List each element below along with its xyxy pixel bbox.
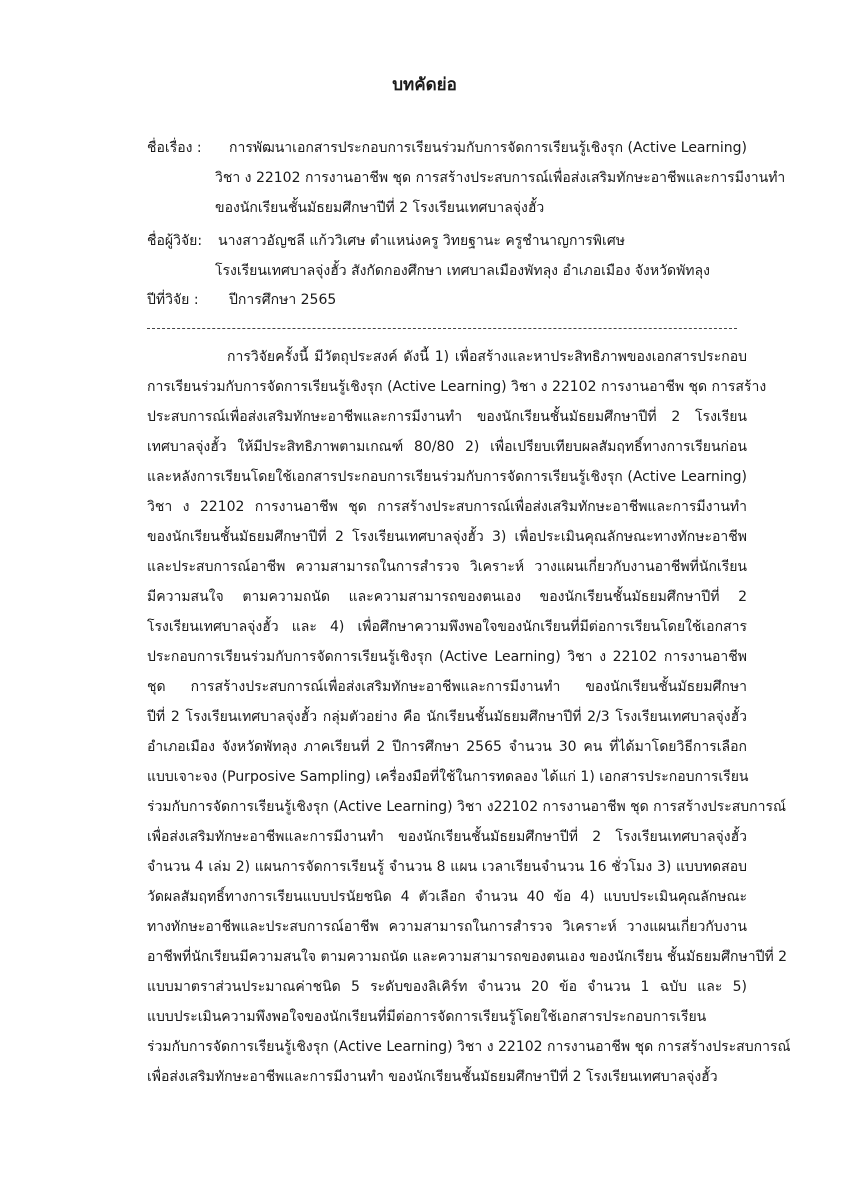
abstract-line: เพื่อส่งเสริมทักษะอาชีพและการมีงานทำ ของนักเรียนชั้นมัธยมศึกษาปีที่ 2 โรงเรียนเทศบาลจุ่งฮั้ว xyxy=(147,829,747,845)
abstract-line: การวิจัยครั้งนี้ มีวัตถุประสงค์ ดังนี้ 1) เพื่อสร้างและหาประสิทธิภาพของเอกสารประกอบ xyxy=(227,349,747,365)
abstract-line: และประสบการณ์อาชีพ ความสามารถในการสำรวจ วิเคราะห์ วางแผนเกี่ยวกับงานอาชีพที่นักเรียน xyxy=(147,559,747,575)
abstract-line: มีความสนใจ ตามความถนัด และความสามารถของตนเอง ของนักเรียนชั้นมัธยมศึกษาปีที่ 2 xyxy=(147,589,747,605)
abstract-line: เทศบาลจุ่งฮั้ว ให้มีประสิทธิภาพตามเกณฑ์ 80/80 2) เพื่อเปรียบเทียบผลสัมฤทธิ์ทางการเรียนก่อน xyxy=(147,439,747,455)
abstract-line: วัดผลสัมฤทธิ์ทางการเรียนแบบปรนัยชนิด 4 ตัวเลือก จำนวน 40 ข้อ 4) แบบประเมินคุณลักษณะ xyxy=(147,889,747,905)
abstract-line: ชุด การสร้างประสบการณ์เพื่อส่งเสริมทักษะอาชีพและการมีงานทำ ของนักเรียนชั้นมัธยมศึกษา xyxy=(147,679,747,695)
topic-line-3: ของนักเรียนชั้นมัธยมศึกษาปีที่ 2 โรงเรียนเทศบาลจุ่งฮั้ว xyxy=(215,200,545,216)
abstract-line: แบบประเมินความพึงพอใจของนักเรียนที่มีต่อการจัดการเรียนรู้โดยใช้เอกสารประกอบการเรียน xyxy=(147,1009,707,1025)
page-title: บทคัดย่อ xyxy=(392,75,457,95)
abstract-line: จำนวน 4 เล่ม 2) แผนการจัดการเรียนรู้ จำนวน 8 แผน เวลาเรียนจำนวน 16 ชั่วโมง 3) แบบทดสอบ xyxy=(147,859,747,875)
abstract-line: เพื่อส่งเสริมทักษะอาชีพและการมีงานทำ ของนักเรียนชั้นมัธยมศึกษาปีที่ 2 โรงเรียนเทศบาลจุ่งฮั้ว xyxy=(147,1069,718,1085)
abstract-line: ร่วมกับการจัดการเรียนรู้เชิงรุก (Active Learning) วิชา ง 22102 การงานอาชีพ ชุด การสร้างประสบการณ์ xyxy=(147,1039,791,1055)
researcher-line-2: โรงเรียนเทศบาลจุ่งฮั้ว สังกัดกองศึกษา เทศบาลเมืองพัทลุง อำเภอเมือง จังหวัดพัทลุง xyxy=(215,263,710,279)
abstract-line: ทางทักษะอาชีพและประสบการณ์อาชีพ ความสามารถในการสำรวจ วิเคราะห์ วางแผนเกี่ยวกับงาน xyxy=(147,919,747,935)
abstract-line: และหลังการเรียนโดยใช้เอกสารประกอบการเรียนร่วมกับการจัดการเรียนรู้เชิงรุก (Active Learning) xyxy=(147,469,747,485)
abstract-line: ประสบการณ์เพื่อส่งเสริมทักษะอาชีพและการมีงานทำ ของนักเรียนชั้นมัธยมศึกษาปีที่ 2 โรงเรียน xyxy=(147,409,747,425)
abstract-line: โรงเรียนเทศบาลจุ่งฮั้ว และ 4) เพื่อศึกษาความพึงพอใจของนักเรียนที่มีต่อการเรียนโดยใช้เอกสาร xyxy=(147,619,747,635)
abstract-line: อำเภอเมือง จังหวัดพัทลุง ภาคเรียนที่ 2 ปีการศึกษา 2565 จำนวน 30 คน ที่ได้มาโดยวิธีการเลือก xyxy=(147,739,747,755)
divider-line xyxy=(147,328,737,329)
abstract-line: ร่วมกับการจัดการเรียนรู้เชิงรุก (Active Learning) วิชา ง22102 การงานอาชีพ ชุด การสร้างประสบการณ์ xyxy=(147,799,786,815)
researcher-line-1: นางสาวอัญชลี แก้ววิเศษ ตำแหน่งครู วิทยฐานะ ครูชำนาญการพิเศษ xyxy=(218,233,625,249)
topic-line-2: วิชา ง 22102 การงานอาชีพ ชุด การสร้างประสบการณ์เพื่อส่งเสริมทักษะอาชีพและการมีงานทำ xyxy=(215,170,786,186)
abstract-line: การเรียนร่วมกับการจัดการเรียนรู้เชิงรุก (Active Learning) วิชา ง 22102 การงานอาชีพ ชุด การสร้าง xyxy=(147,379,767,395)
abstract-line: อาชีพที่นักเรียนมีความสนใจ ตามความถนัด และความสามารถของตนเอง ของนักเรียน ชั้นมัธยมศึกษาปีที่ 2 xyxy=(147,949,788,965)
abstract-line: ประกอบการเรียนร่วมกับการจัดการเรียนรู้เชิงรุก (Active Learning) วิชา ง 22102 การงานอาชีพ xyxy=(147,649,747,665)
abstract-line: แบบมาตราส่วนประมาณค่าชนิด 5 ระดับของลิเคิร์ท จำนวน 20 ข้อ จำนวน 1 ฉบับ และ 5) xyxy=(147,979,747,995)
abstract-line: แบบเจาะจง (Purposive Sampling) เครื่องมือที่ใช้ในการทดลอง ได้แก่ 1) เอกสารประกอบการเรียน xyxy=(147,769,749,785)
abstract-line: วิชา ง 22102 การงานอาชีพ ชุด การสร้างประสบการณ์เพื่อส่งเสริมทักษะอาชีพและการมีงานทำ xyxy=(147,499,747,515)
researcher-label: ชื่อผู้วิจัย: xyxy=(147,233,203,249)
abstract-line: ปีที่ 2 โรงเรียนเทศบาลจุ่งฮั้ว กลุ่มตัวอย่าง คือ นักเรียนชั้นมัธยมศึกษาปีที่ 2/3 โรงเรียนเทศบาลจุ่งฮั้ว xyxy=(147,709,747,725)
year-label: ปีที่วิจัย : xyxy=(147,292,199,308)
abstract-line: ของนักเรียนชั้นมัธยมศึกษาปีที่ 2 โรงเรียนเทศบาลจุ่งฮั้ว 3) เพื่อประเมินคุณลักษณะทางทักษะอาชีพ xyxy=(147,529,747,545)
topic-line-1: การพัฒนาเอกสารประกอบการเรียนร่วมกับการจัดการเรียนรู้เชิงรุก (Active Learning) xyxy=(229,140,747,156)
year-value: ปีการศึกษา 2565 xyxy=(229,292,337,308)
topic-label: ชื่อเรื่อง : xyxy=(147,140,202,156)
